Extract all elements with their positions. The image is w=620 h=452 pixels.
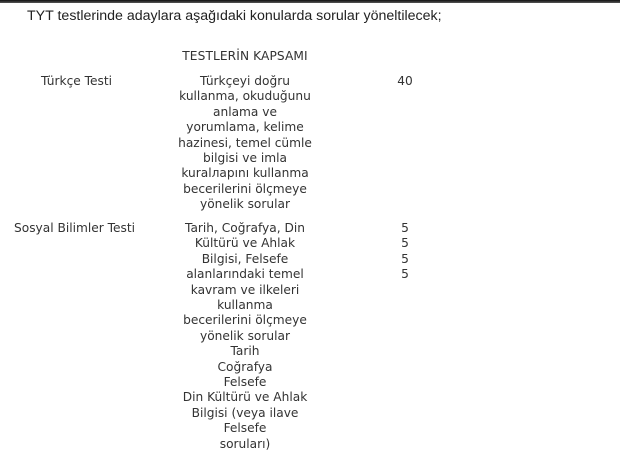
content-line: alanlarındaki temel [186,267,304,282]
intro-text: TYT testlerinde adaylara aşağıdaki konularda sorular yöneltilecek; [27,8,442,24]
count-value: 5 [401,221,409,235]
row-content [160,221,330,452]
count-value: 40 [397,74,413,88]
content-line: yorumlama, kelime [186,120,304,135]
count-value: 5 [401,236,409,251]
content-line: becerilerini ölçmeye [183,181,307,196]
content-line: becerilerini ölçmeye [183,313,307,328]
row-question-count [380,221,430,283]
content-line: Bilgisi (veya ilave [191,405,299,420]
content-line: soruları) [219,436,271,451]
content-line: Coğrafya [217,359,273,374]
content-line: kullanma, okuduğunu [179,89,311,104]
row-question-count [380,74,430,89]
content-line: Felsefe [223,375,267,390]
content-line: hazinesi, temel cümle [178,135,312,150]
content-line: Felsefe [223,421,267,436]
row-label: Sosyal Bilimler Testi [14,221,136,235]
count-value: 5 [401,251,409,266]
content-line: yönelik sorular [199,197,290,212]
content-line: kuralларını kullanma [181,166,309,181]
content-line: bilgisi ve imla [203,151,287,166]
content-line: kullanma [217,298,273,313]
content-line: Tarih, Coğrafya, Din [185,221,305,235]
row-content [160,74,330,213]
content-line: Türkçeyi doğru [200,74,290,88]
content-line: anlama ve [213,104,277,119]
content-line: Tarih [230,344,260,359]
content-line: Din Kültürü ve Ahlak [182,390,308,405]
count-value: 5 [401,267,409,282]
table-header-test-scope: TESTLERİN KAPSAMI [182,49,308,63]
top-window-edge [0,0,620,3]
content-line: kavram ve ilkeleri [190,282,300,297]
content-line: Kültürü ve Ahlak [194,236,296,251]
content-line: yönelik sorular [199,328,290,343]
content-line: Bilgisi, Felsefe [201,251,289,266]
row-label: Türkçe Testi [41,74,113,88]
